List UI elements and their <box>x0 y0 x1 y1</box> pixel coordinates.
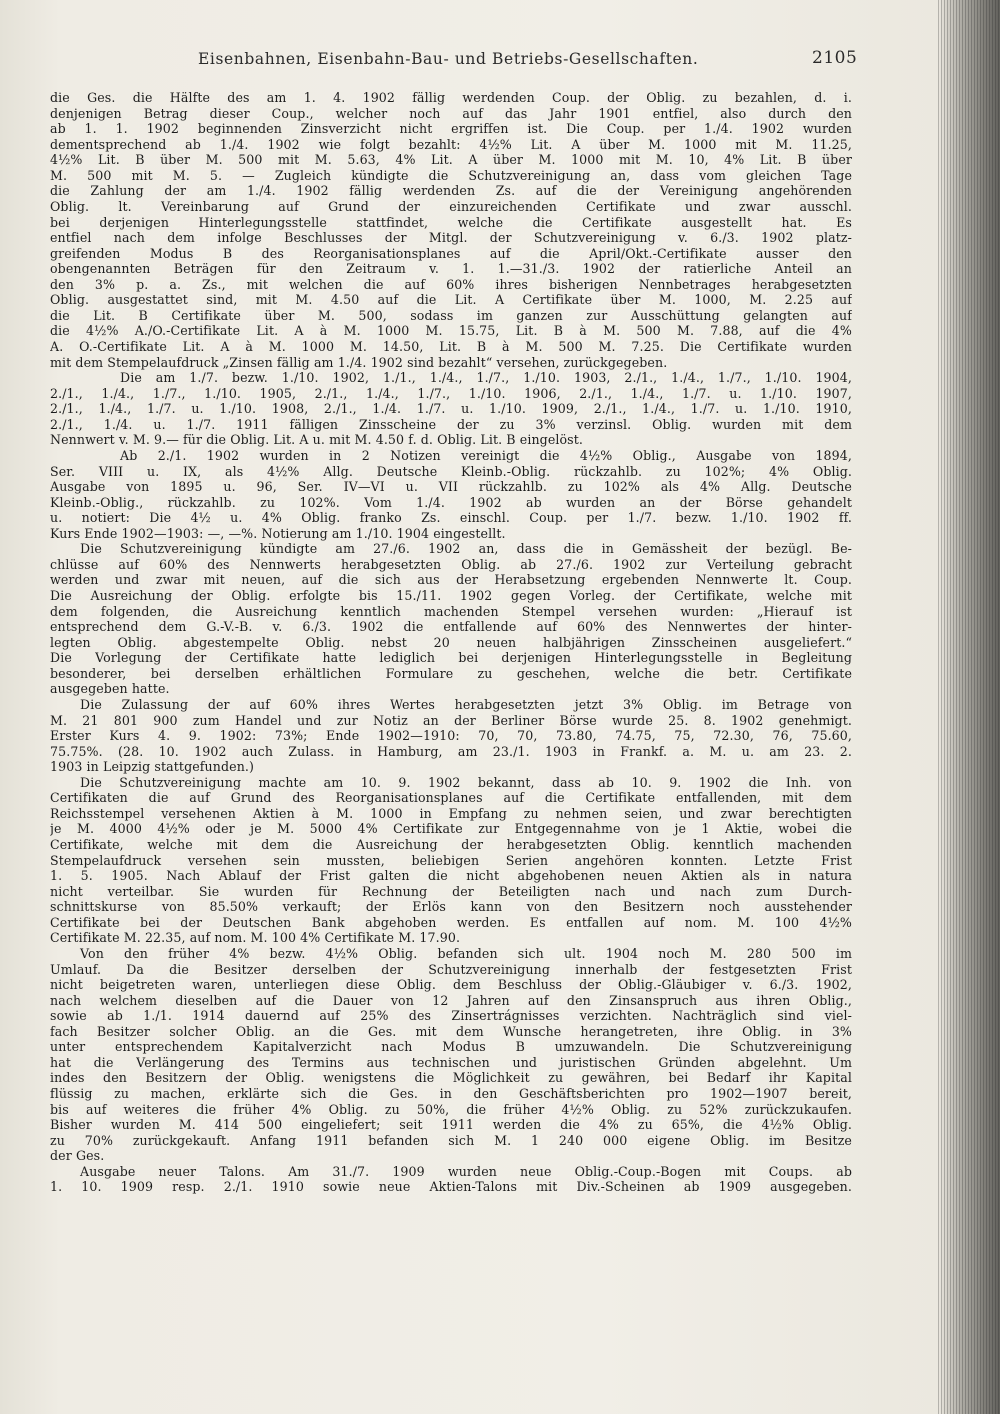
text-line: Nennwert v. M. 9.— für die Oblig. Lit. A u. mit M. 4.50 f. d. Oblig. Lit. B eingelöst. <box>50 432 584 448</box>
text-line: Ausgabe neuer Talons. Am 31./7. 1909 wurden neue Oblig.-Coup.-Bogen mit Coups. ab <box>80 1163 852 1179</box>
text-line: entsprechend dem G.-V.-B. v. 6./3. 1902 die entfallende auf 60% des Nennwertes der hinter- <box>50 619 852 635</box>
text-line: 2./1., 1./4., 1./7. u. 1./10. 1908, 2./1., 1./4. 1./7. u. 1./10. 1909, 2./1., 1./4., 1./7. u. 1./10. 1910, <box>50 401 852 417</box>
text-line: die Lit. B Certifikate über M. 500, sodass im ganzen zur Ausschüttung gelangten auf <box>50 307 852 323</box>
text-line: ausgegeben hatte. <box>50 681 170 697</box>
text-line: hat die Verlängerung des Termins aus technischen und juristischen Gründen abgelehnt. Um <box>50 1054 852 1070</box>
text-line: legten Oblig. abgestempelte Oblig. nebst 20 neuen halbjährigen Zinsscheinen ausgeliefert.“ <box>50 634 852 650</box>
text-line: die Ges. die Hälfte des am 1. 4. 1902 fällig werdenden Coup. der Oblig. zu bezahlen, d. i. <box>50 90 852 105</box>
text-line: Die Schutzvereinigung kündigte am 27./6. 1902 an, dass die in Gemässheit der bezügl. Be- <box>80 541 852 557</box>
text-line: mit dem Stempelaufdruck „Zinsen fällig am 1./4. 1902 sind bezahlt“ versehen, zurückgegeben. <box>50 354 668 370</box>
text-line: flüssig zu machen, erklärte sich die Ges. in den Geschäftsberichten pro 1902—1907 bereit, <box>50 1086 852 1101</box>
text-line: die 4½% A./O.-Certifikate Lit. A à M. 1000 M. 15.75, Lit. B à M. 500 M. 7.88, auf die 4% <box>50 323 852 339</box>
text-line: bis auf weiteres die früher 4% Oblig. zu 50%, die früher 4½% Oblig. zu 52% zurückzukaufen. <box>50 1101 852 1117</box>
text-line: nicht verteilbar. Sie wurden für Rechnung der Beteiligten nach und nach zum Durch- <box>50 883 852 899</box>
text-line: A. O.-Certifikate Lit. A à M. 1000 M. 14.50, Lit. B à M. 500 M. 7.25. Die Certifikate wurden <box>50 339 852 354</box>
text-line: Certifikate bei der Deutschen Bank abgehoben werden. Es entfallen auf nom. M. 100 4½% <box>50 914 852 930</box>
running-title: Eisenbahnen, Eisenbahn-Bau- und Betriebs-Gesellschaften. <box>198 50 699 68</box>
text-line: fach Besitzer solcher Oblig. an die Ges. mit dem Wunsche herangetreten, ihre Oblig. in 3% <box>50 1023 852 1039</box>
text-line: Erster Kurs 4. 9. 1902: 73%; Ende 1902—1910: 70, 70, 73.80, 74.75, 75, 72.30, 76, 75.60, <box>50 728 852 744</box>
book-binding-edge <box>938 0 1000 1414</box>
text-line: Von den früher 4% bezw. 4½% Oblig. befanden sich ult. 1904 noch M. 280 500 im <box>80 945 852 961</box>
text-line: je M. 4000 4½% oder je M. 5000 4% Certifikate zur Entgegennahme von je 1 Aktie, wobei die <box>50 821 852 837</box>
text-line: 4½% Lit. B über M. 500 mit M. 5.63, 4% Lit. A über M. 1000 mit M. 10, 4% Lit. B über <box>50 152 852 168</box>
text-line: Die Ausreichung der Oblig. erfolgte bis 15./11. 1902 gegen Vorleg. der Certifikate, welche mit <box>50 588 852 603</box>
text-line: Die Schutzvereinigung machte am 10. 9. 1902 bekannt, dass ab 10. 9. 1902 die Inh. von <box>80 774 852 790</box>
text-line: Certifikate M. 22.35, auf nom. M. 100 4% Certifikate M. 17.90. <box>50 930 461 946</box>
text-line: 1. 10. 1909 resp. 2./1. 1910 sowie neue Aktien-Talons mit Div.-Scheinen ab 1909 ausgegeben. <box>50 1179 852 1195</box>
page-number: 2105 <box>812 48 858 68</box>
text-line: Stempelaufdruck versehen sein mussten, beliebigen Serien angehören konnten. Letzte Frist <box>50 852 852 868</box>
text-line: sowie ab 1./1. 1914 dauernd auf 25% des Zinsertrágnisses verzichten. Nachträglich sind viel- <box>50 1008 852 1024</box>
text-line: unter entsprechendem Kapitalverzicht nach Modus B umzuwandeln. Die Schutzvereinigung <box>50 1039 852 1055</box>
text-line: werden und zwar mit neuen, auf die sich aus der Herabsetzung ergebenden Nennwerte lt. Coup. <box>50 572 852 588</box>
running-header <box>0 46 940 76</box>
text-line: Oblig. ausgestattet sind, mit M. 4.50 auf die Lit. A Certifikate über M. 1000, M. 2.25 auf <box>50 292 852 308</box>
text-line: besonderer, bei derselben erhältlichen Formulare zu geschehen, welche die betr. Certifikate <box>50 665 852 681</box>
text-line: Die Vorlegung der Certifikate hatte lediglich bei derjenigen Hinterlegungsstelle in Begleitung <box>50 650 852 666</box>
text-line: nach welchem dieselben auf die Dauer von 12 Jahren auf den Zinsanspruch aus ihren Oblig., <box>50 992 852 1008</box>
text-line: Kleinb.-Oblig., rückzahlb. zu 102%. Vom 1./4. 1902 ab wurden an der Börse gehandelt <box>50 494 852 510</box>
text-line: Reichsstempel versehenen Aktien à M. 1000 in Empfang zu nehmen seien, und zwar berechtigten <box>50 805 852 821</box>
text-line: dementsprechend ab 1./4. 1902 wie folgt bezahlt: 4½% Lit. A über M. 1000 mit M. 11.25, <box>50 136 852 152</box>
text-line: Certifikaten die auf Grund des Reorganisationsplanes auf die Certifikate entfallenden, mit dem <box>50 790 852 806</box>
text-line: Umlauf. Da die Besitzer derselben der Schutzvereinigung innerhalb der festgesetzten Frist <box>50 961 852 977</box>
text-line: indes den Besitzern der Oblig. wenigstens die Möglichkeit zu gewähren, bei Bedarf ihr Kapital <box>50 1070 852 1086</box>
text-line: Certifikate, welche mit dem die Ausreichung der herabgesetzten Oblig. kenntlich machenden <box>50 837 852 852</box>
text-line: Ab 2./1. 1902 wurden in 2 Notizen vereinigt die 4½% Oblig., Ausgabe von 1894, <box>120 447 852 463</box>
text-line: Bisher wurden M. 414 500 eingeliefert; seit 1911 werden die 4% zu 65%, die 4½% Oblig. <box>50 1117 852 1133</box>
text-line: Ser. VIII u. IX, als 4½% Allg. Deutsche Kleinb.-Oblig. rückzahlb. zu 102%; 4% Oblig. <box>50 463 852 479</box>
text-line: der Ges. <box>50 1148 105 1164</box>
text-line: Ausgabe von 1895 u. 96, Ser. IV—VI u. VII rückzahlb. zu 102% als 4% Allg. Deutsche <box>50 479 852 495</box>
text-line: die Zahlung der am 1./4. 1902 fällig werdenden Zs. auf die der Vereinigung angehörenden <box>50 183 852 199</box>
text-line: 1903 in Leipzig stattgefunden.) <box>50 759 255 775</box>
text-line: Oblig. lt. Vereinbarung auf Grund der einzureichenden Certifikate und zwar ausschl. <box>50 198 852 214</box>
text-line: Die Zulassung der auf 60% ihres Wertes herabgesetzten jetzt 3% Oblig. im Betrage von <box>80 696 852 712</box>
text-line: Kurs Ende 1902—1903: —, —%. Notierung am 1./10. 1904 eingestellt. <box>50 525 506 541</box>
text-line: zu 70% zurückgekauft. Anfang 1911 befanden sich M. 1 240 000 eigene Oblig. im Besitze <box>50 1132 852 1148</box>
text-line: entfiel nach dem infolge Beschlusses der Mitgl. der Schutzvereinigung v. 6./3. 1902 platz- <box>50 230 852 246</box>
text-line: u. notiert: Die 4½ u. 4% Oblig. franko Zs. einschl. Coup. per 1./7. bezw. 1./10. 1902 ff. <box>50 510 852 526</box>
text-line: schnittskurse von 85.50% verkauft; der Erlös kann von den Besitzern noch ausstehender <box>50 899 852 915</box>
text-line: dem folgenden, die Ausreichung kenntlich machenden Stempel versehen wurden: „Hierauf ist <box>50 603 852 619</box>
text-line: greifenden Modus B des Reorganisationsplanes auf die April/Okt.-Certifikate ausser den <box>50 245 852 261</box>
text-line: ab 1. 1. 1902 beginnenden Zinsverzicht nicht ergriffen ist. Die Coup. per 1./4. 1902 wurden <box>50 121 852 137</box>
text-line: 75.75%. (28. 10. 1902 auch Zulass. in Hamburg, am 23./1. 1903 in Frankf. a. M. u. am 23. 2. <box>50 743 852 759</box>
text-line: 2./1., 1./4., 1./7., 1./10. 1905, 2./1., 1./4., 1./7., 1./10. 1906, 2./1., 1./4., 1./7. u. 1./10. 1907, <box>50 385 852 401</box>
text-line: M. 500 mit M. 5. — Zugleich kündigte die Schutzvereinigung an, dass vom gleichen Tage <box>50 167 852 183</box>
text-line: 2./1., 1./4. u. 1./7. 1911 fälligen Zinsscheine der zu 3% verzinsl. Oblig. wurden mit dem <box>50 416 852 432</box>
body-text <box>50 90 852 1195</box>
text-line: denjenigen Betrag dieser Coup., welcher noch auf das Jahr 1901 entfiel, also durch den <box>50 105 852 121</box>
text-line: obengenannten Beträgen für den Zeitraum v. 1. 1.—31./3. 1902 der ratierliche Anteil an <box>50 261 852 277</box>
text-line: chlüsse auf 60% des Nennwerts herabgesetzten Oblig. ab 27./6. 1902 zur Verteilung gebracht <box>50 556 852 572</box>
text-line: M. 21 801 900 zum Handel und zur Notiz an der Berliner Börse wurde 25. 8. 1902 genehmigt. <box>50 712 852 728</box>
text-line: bei derjenigen Hinterlegungsstelle stattfindet, welche die Certifikate ausgestellt hat. Es <box>50 214 852 230</box>
text-line: den 3% p. a. Zs., mit welchen die auf 60% ihres bisherigen Nennbetrages herabgesetzten <box>50 276 852 292</box>
text-line: nicht beigetreten waren, unterliegen diese Oblig. dem Beschluss der Oblig.-Gläubiger v. 6./3. 1902, <box>50 977 852 993</box>
text-line: Die am 1./7. bezw. 1./10. 1902, 1./1., 1./4., 1./7., 1./10. 1903, 2./1., 1./4., 1./7., 1./10. 1904, <box>120 370 852 386</box>
text-line: 1. 5. 1905. Nach Ablauf der Frist galten die nicht abgehobenen neuen Aktien als in natura <box>50 868 852 884</box>
